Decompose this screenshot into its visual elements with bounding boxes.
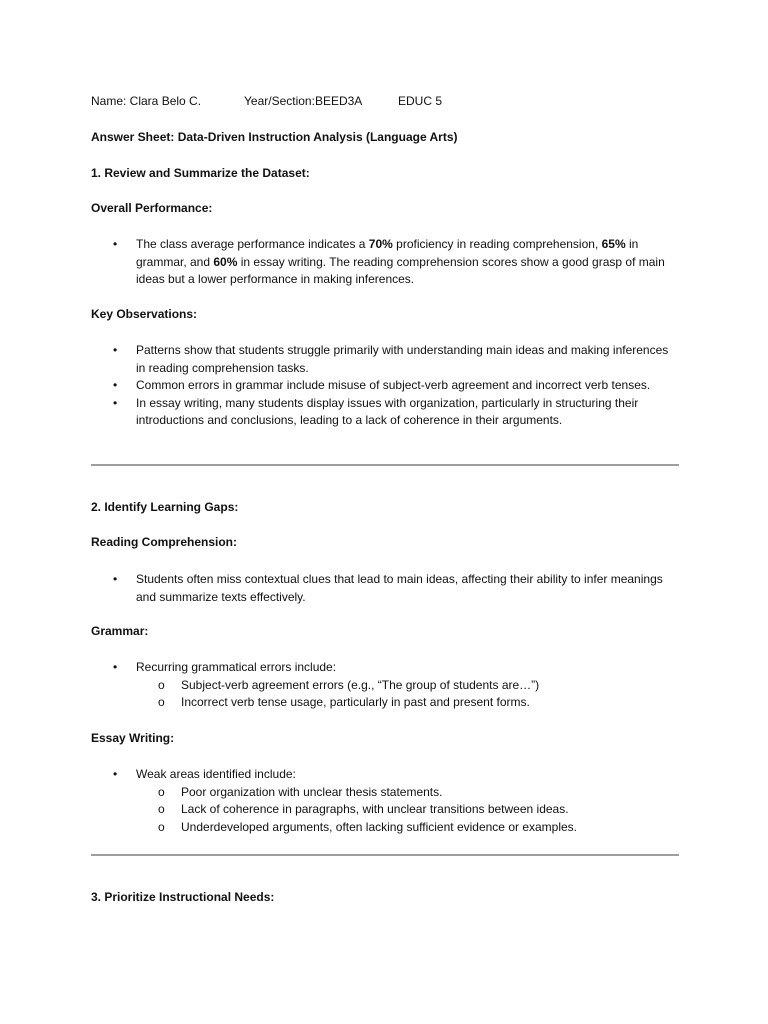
overall-text-3: in grammar, and [136,237,639,269]
list-item [91,659,679,712]
section-divider [91,464,679,466]
sub-list-item: o Lack of coherence in paragraphs, with unclear transitions between ideas. [91,801,679,819]
key-observations-list [91,342,679,430]
grammar-score: 65% [601,237,626,251]
grammar-intro: Recurring grammatical errors include: [136,660,337,674]
header-line [91,94,679,110]
essay-writing-label: Essay Writing: [91,731,175,745]
list-item: • In essay writing, many students display issues with organization, particularly in structuring their introductions and conclusions, leading to a lack of coherence in their arguments. [91,395,679,430]
reading-comprehension-label: Reading Comprehension: [91,535,238,549]
overall-performance-list [91,236,679,289]
section3-heading: 3. Prioritize Instructional Needs: [91,890,275,904]
essay-writing-list [91,766,679,836]
list-item [91,236,679,289]
sub-list-item: o Underdeveloped arguments, often lacking sufficient evidence or examples. [91,819,679,837]
overall-text-1: The class average performance indicates a [136,237,369,251]
section1-heading: 1. Review and Summarize the Dataset: [91,166,310,180]
overall-text-4: in essay writing. The reading comprehension scores show a good grasp of main ideas but a lower performance in making inferences. [136,254,665,286]
course-code: EDUC 5 [398,94,443,108]
reading-score: 70% [368,237,393,251]
year-section: Year/Section:BEED3A [244,94,363,108]
grammar-label: Grammar: [91,624,149,638]
list-item: • Patterns show that students struggle primarily with understanding main ideas and making inferences in reading comprehension tasks. [91,342,679,377]
list-item: • Students often miss contextual clues that lead to main ideas, affecting their ability to infer meanings and summarize texts effectively. [91,571,679,606]
essay-sublist [91,784,679,837]
document-title: Answer Sheet: Data-Driven Instruction Analysis (Language Arts) [91,130,458,144]
sub-list-item: o Poor organization with unclear thesis statements. [91,784,679,802]
essay-score: 60% [213,254,238,269]
student-name: Name: Clara Belo C. [91,94,202,108]
reading-comprehension-list [91,571,679,606]
list-item: • Common errors in grammar include misuse of subject-verb agreement and incorrect verb tenses. [91,377,679,395]
key-observations-label: Key Observations: [91,307,198,321]
overall-text-2: proficiency in reading comprehension, [392,237,602,251]
list-item [91,766,679,836]
sub-list-item: o Incorrect verb tense usage, particularly in past and present forms. [91,694,679,712]
essay-intro: Weak areas identified include: [136,767,296,781]
sub-list-item: o Subject-verb agreement errors (e.g., “The group of students are…”) [91,677,679,695]
section-divider [91,854,679,856]
overall-performance-label: Overall Performance: [91,201,213,215]
section2-heading: 2. Identify Learning Gaps: [91,500,239,514]
grammar-list [91,659,679,712]
grammar-sublist [91,677,679,712]
